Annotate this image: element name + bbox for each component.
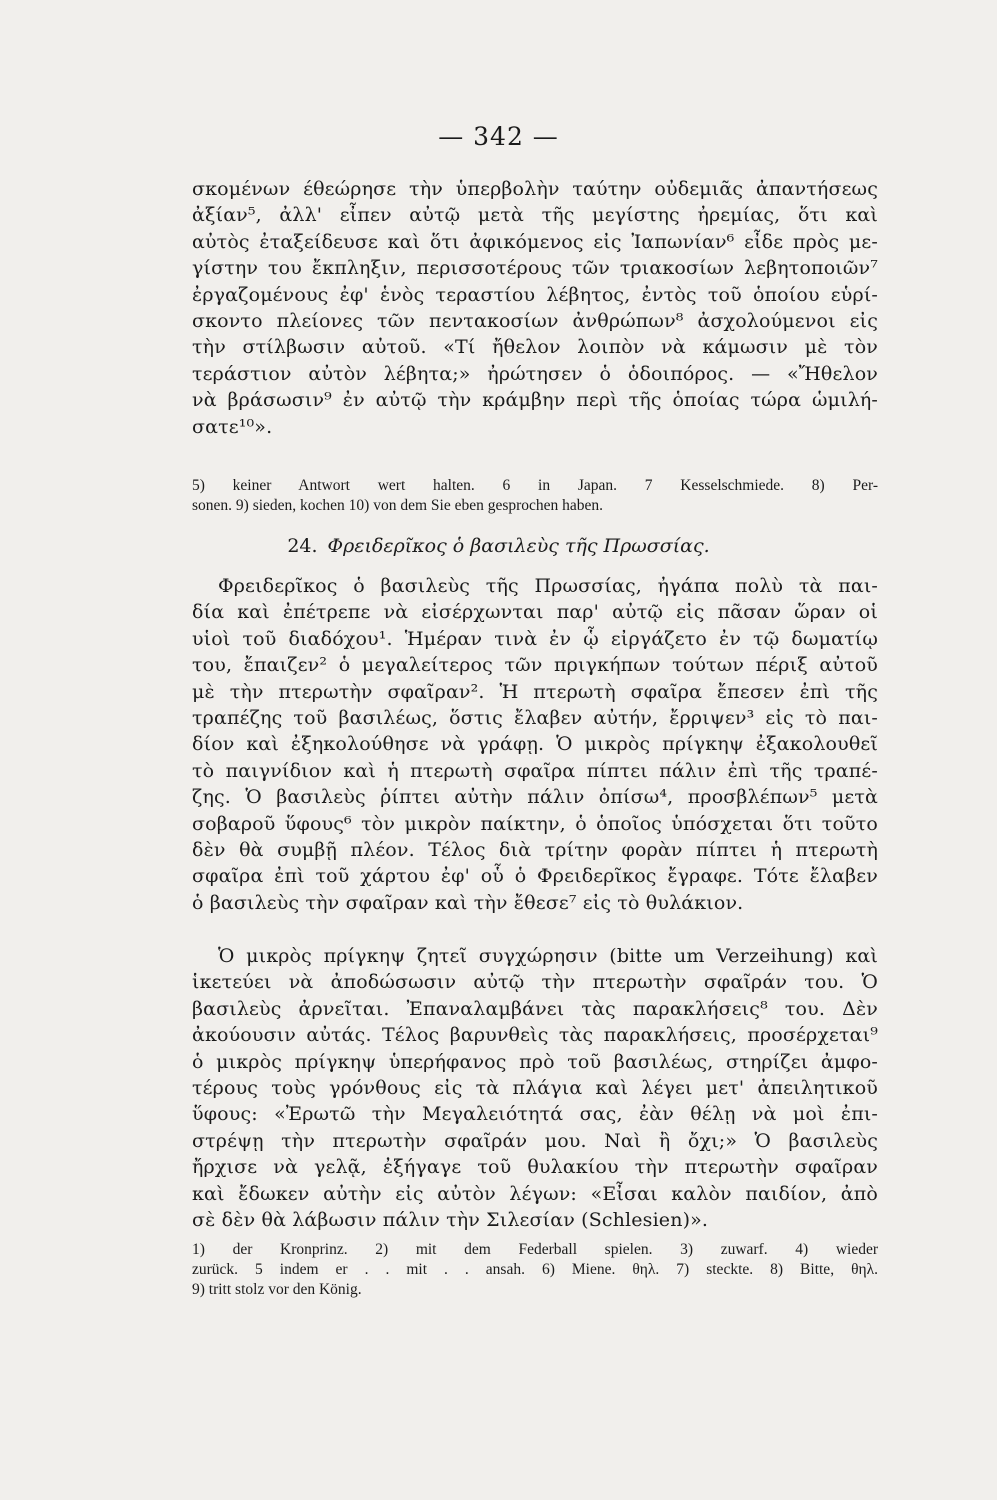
paragraph-frederick (192, 573, 878, 916)
footnote-line: 5) keiner Antwort wert halten. 6 in Japan. 7 Kesselschmiede. 8) Per- (192, 477, 878, 494)
text-line: καὶ ἔδωκεν αὐτὴν εἰς αὐτὸν λέγων: «Εἶσαι καλὸν παιδίον, ἀπὸ (192, 1182, 878, 1205)
text-line: δὲν θὰ συμβῇ πλέον. Τέλος διὰ τρίτην φορὰν πίπτει ἡ πτερωτὴ (192, 839, 878, 862)
text-line: σφαῖρα ἐπὶ τοῦ χάρτου ἐφ' οὗ ὁ Φρειδερῖκος ἔγραφε. Τότε ἔλαβεν (192, 865, 878, 888)
text-line: δία καὶ ἐπέτρεπε νὰ εἰσέρχωνται παρ' αὐτῷ εἰς πᾶσαν ὥραν οἱ (192, 601, 878, 624)
text-line: σκομένων έθεώρησε τὴν ὑπερβολὴν ταύτην οὐδεμιᾶς ἀπαντήσεως (192, 178, 878, 200)
text-line: ἀξίαν⁵, ἀλλ' εἶπεν αὐτῷ μετὰ τῆς μεγίστης ἠρεμίας, ὅτι καὶ (192, 204, 878, 227)
text-line: γίστην του ἔκπληξιν, περισσοτέρους τῶν τριακοσίων λεβητοποιῶν⁷ (192, 257, 878, 280)
text-line: σὲ δὲν θὰ λάβωσιν πάλιν τὴν Σιλεσίαν (Schlesien)». (192, 1209, 709, 1232)
footnote-line: 9) tritt stolz vor den König. (192, 1281, 362, 1298)
text-line: τραπέζης τοῦ βασιλέως, ὅστις ἔλαβεν αὐτήν, ἔρριψεν³ εἰς τὸ παι- (192, 707, 878, 730)
text-line: σκοντο πλείονες τῶν πεντακοσίων ἀνθρώπων⁸ ἀσχολούμενοι εἰς (192, 310, 878, 333)
text-line: τὸ παιγνίδιον καὶ ἡ πτερωτὴ σφαῖρα πίπτει πάλιν ἐπὶ τῆς τραπέ- (192, 759, 878, 782)
footnote-line: 1) der Kronprinz. 2) mit dem Federball spielen. 3) zuwarf. 4) wieder (192, 1241, 878, 1258)
text-line: βασιλεὺς ἀρνεῖται. Ἐπαναλαμβάνει τὰς παρακλήσεις⁸ του. Δὲν (192, 997, 878, 1020)
page-number: — 342 — (438, 122, 559, 151)
text-line: μὲ τὴν πτερωτὴν σφαῖραν². Ἡ πτερωτὴ σφαῖρα ἔπεσεν ἐπὶ τῆς (192, 680, 878, 703)
text-line: σοβαροῦ ὕφους⁶ τὸν μικρὸν παίκτην, ὁ ὁποῖος ὑπόσχεται ὅτι τοῦτο (192, 812, 878, 835)
text-line: υἱοὶ τοῦ διαδόχου¹. Ἡμέραν τινὰ ἐν ᾧ εἰργάζετο ἐν τῷ δωματίῳ (192, 627, 878, 650)
text-line: ἐργαζομένους ἐφ' ἑνὸς τεραστίου λέβητος, ἐντὸς τοῦ ὁποίου εὑρί- (192, 283, 878, 306)
footnotes-top (192, 476, 878, 516)
footnote-line: sonen. 9) sieden, kochen 10) von dem Sie eben gesprochen haben. (192, 497, 604, 514)
text-line: του, ἔπαιζεν² ὁ μεγαλείτερος τῶν πριγκήπων τούτων πέριξ αὐτοῦ (192, 654, 878, 677)
text-line: Ὁ μικρὸς πρίγκηψ ζητεῖ συγχώρησιν (bitte um Verzeihung) καὶ (218, 945, 878, 967)
text-line: νὰ βράσωσιν⁹ ἐν αὐτῷ τὴν κράμβην περὶ τῆς ὁποίας τώρα ὡμιλή- (192, 389, 878, 412)
text-line: ὁ μικρὸς πρίγκηψ ὑπερήφανος πρὸ τοῦ βασιλέως, στηρίζει ἀμφο- (192, 1050, 878, 1073)
footnotes-bottom (192, 1240, 878, 1300)
text-line: τεράστιον αὐτὸν λέβητα;» ἠρώτησεν ὁ ὁδοιπόρος. — «Ἤθελον (192, 362, 878, 385)
text-line: ὕφους: «Ἐρωτῶ τὴν Μεγαλειότητά σας, ἐὰν θέλῃ νὰ μοὶ ἐπι- (192, 1103, 878, 1126)
text-line: ἤρχισε νὰ γελᾷ, ἐξήγαγε τοῦ θυλακίου τὴν πτερωτὴν σφαῖραν (192, 1156, 878, 1179)
paragraph-prince (192, 943, 878, 1233)
section-number: 24. (287, 535, 318, 557)
text-line: ἱκετεύει νὰ ἀποδώσωσιν αὐτῷ τὴν πτερωτὴν σφαῖράν του. Ὁ (192, 971, 878, 994)
text-line: σατε¹⁰». (192, 415, 273, 438)
text-line: δίον καὶ ἐξηκολούθησε νὰ γράφῃ. Ὁ μικρὸς πρίγκηψ ἐξακολουθεῖ (192, 733, 878, 756)
text-line: ἀκούουσιν αὐτάς. Τέλος βαρυνθεὶς τὰς παρακλήσεις, προσέρχεται⁹ (192, 1024, 878, 1047)
section-title (0, 535, 997, 557)
text-line: ζης. Ὁ βασιλεὺς ῥίπτει αὐτὴν πάλιν ὀπίσω⁴, προσβλέπων⁵ μετὰ (192, 786, 878, 809)
text-line: Φρειδερῖκος ὁ βασιλεὺς τῆς Πρωσσίας, ἠγάπα πολὺ τὰ παι- (218, 575, 878, 597)
text-line: τέρους τοὺς γρόνθους εἰς τὰ πλάγια καὶ λέγει μετ' ἀπειλητικοῦ (192, 1077, 878, 1100)
text-line: ὁ βασιλεὺς τὴν σφαῖραν καὶ τὴν ἔθεσε⁷ εἰς τὸ θυλάκιον. (192, 891, 744, 914)
footnote-line: zurück. 5 indem er . . mit . . ansah. 6) Miene. θηλ. 7) steckte. 8) Bitte, θηλ. (192, 1261, 878, 1278)
section-title-text: Φρειδερῖκος ὁ βασιλεὺς τῆς Πρωσσίας. (327, 535, 710, 557)
paragraph-continuation (192, 176, 878, 440)
text-line: τὴν στίλβωσιν αὐτοῦ. «Τί ἤθελον λοιπὸν νὰ κάμωσιν μὲ τὸν (192, 336, 878, 359)
text-line: αὐτὸς ἐταξείδευσε καὶ ὅτι ἀφικόμενος εἰς Ἰαπωνίαν⁶ εἶδε πρὸς με- (192, 230, 878, 253)
text-line: στρέψῃ τὴν πτερωτὴν σφαῖράν μου. Ναὶ ἢ ὄχι;» Ὁ βασιλεὺς (192, 1129, 878, 1152)
